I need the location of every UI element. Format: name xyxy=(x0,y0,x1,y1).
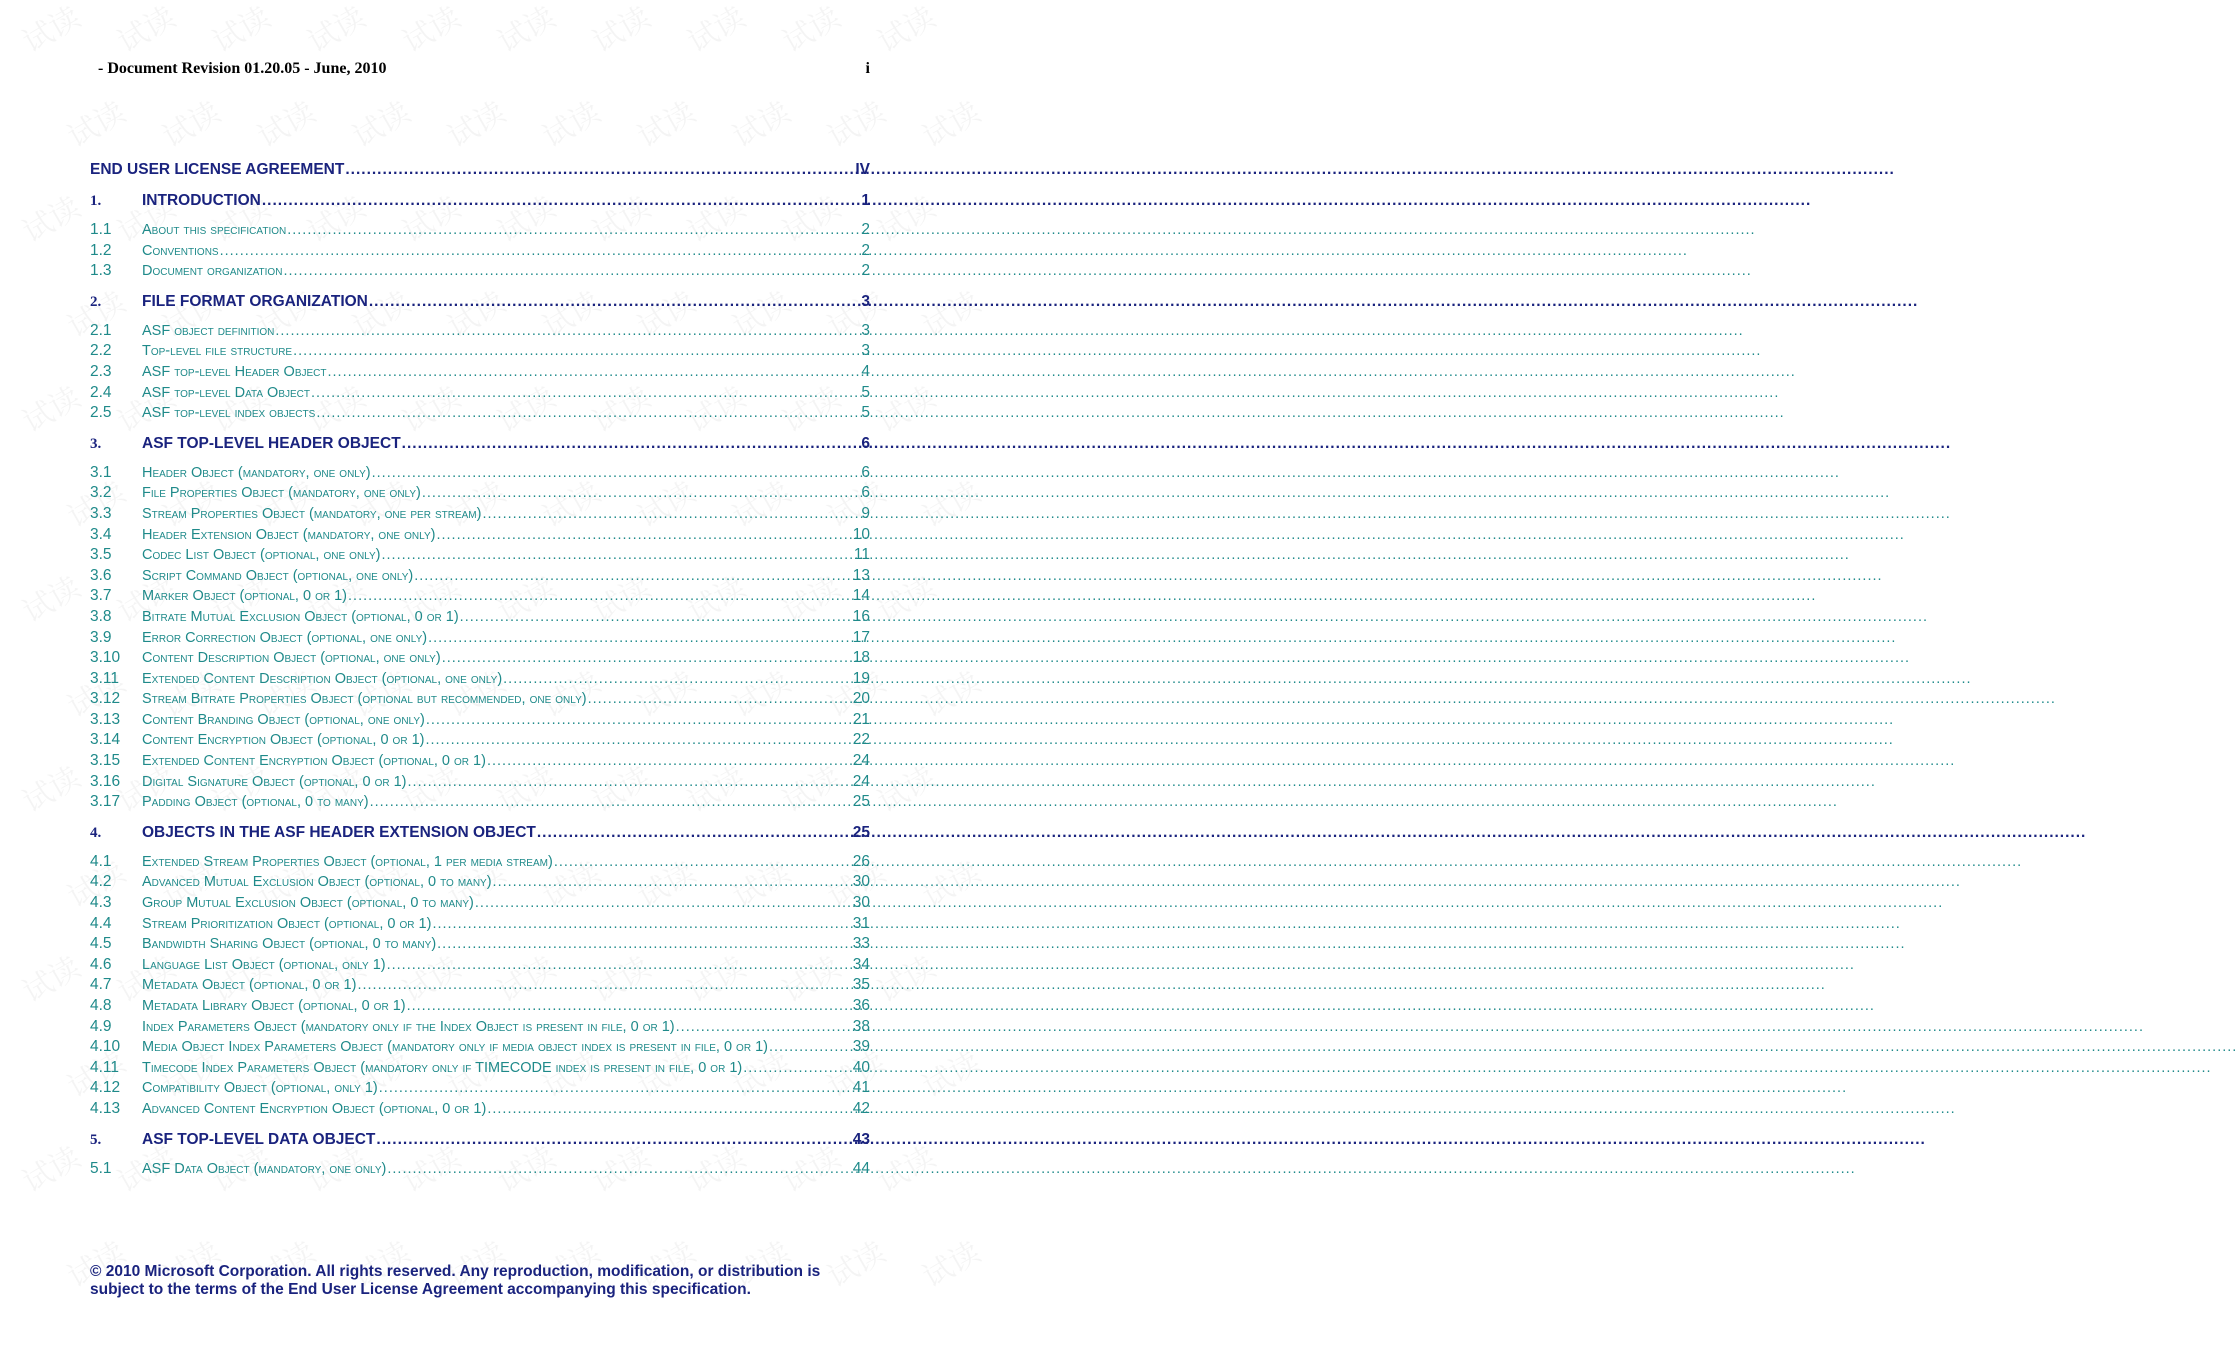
toc-entry-title[interactable]: FILE FORMAT ORGANIZATION xyxy=(142,292,368,310)
toc-entry[interactable] xyxy=(90,872,870,893)
toc-entry-number: 1.1 xyxy=(90,221,112,238)
toc-entry[interactable] xyxy=(90,483,870,504)
toc-entry[interactable] xyxy=(90,261,870,282)
watermark-text xyxy=(108,0,182,61)
dot-leader xyxy=(370,792,852,813)
watermark-text xyxy=(153,88,227,156)
toc-entry-number: 3.17 xyxy=(90,793,121,811)
toc-entry[interactable] xyxy=(90,975,870,996)
toc-entry-page[interactable]: 40 xyxy=(852,1058,870,1076)
toc-entry-page[interactable]: 34 xyxy=(852,955,870,973)
toc-entry-page[interactable]: 16 xyxy=(852,607,870,625)
toc-entry-number: 4.13 xyxy=(90,1099,121,1117)
dot-leader xyxy=(743,1058,852,1079)
toc-entry-number: 3. xyxy=(90,435,102,452)
watermark-text xyxy=(723,88,797,156)
dot-leader xyxy=(460,607,852,628)
toc-entry[interactable] xyxy=(90,1037,870,1058)
toc-entry-title[interactable]: Advanced Mutual Exclusion Object (optional, 0 to many) xyxy=(142,874,492,891)
toc-entry[interactable] xyxy=(90,689,870,710)
watermark-text xyxy=(13,183,87,251)
toc-entry-page[interactable]: 30 xyxy=(852,894,870,912)
dot-leader xyxy=(402,432,861,455)
toc-entry[interactable] xyxy=(90,241,870,262)
watermark-text xyxy=(438,88,512,156)
watermark-text xyxy=(343,88,417,156)
toc-heading-entry[interactable] xyxy=(90,290,870,313)
toc-entry-number: 3.16 xyxy=(90,772,121,790)
toc-entry[interactable] xyxy=(90,341,870,362)
toc-entry-title[interactable]: Document organization xyxy=(142,263,283,280)
dot-leader xyxy=(475,893,852,914)
toc-entry-number: 2.1 xyxy=(90,321,112,339)
toc-entry-title[interactable]: Compatibility Object (optional, only 1) xyxy=(142,1080,378,1097)
toc-entry-title[interactable]: Stream Bitrate Properties Object (optional but recommended, one only) xyxy=(142,691,587,708)
dot-leader xyxy=(588,689,852,710)
toc-entry-number: 3.9 xyxy=(90,628,112,646)
dot-leader xyxy=(387,1159,851,1180)
toc-entry[interactable] xyxy=(90,504,870,525)
page-number: i xyxy=(865,60,870,77)
toc-entry-page[interactable]: 11 xyxy=(853,546,870,564)
toc-entry[interactable] xyxy=(90,852,870,873)
toc-entry-title[interactable]: Header Extension Object (mandatory, one only) xyxy=(142,526,436,543)
toc-entry-page[interactable]: 38 xyxy=(852,1017,870,1035)
toc-entry-title[interactable]: Media Object Index Parameters Object (mandatory only if media object index is present in file, 0 or 1) xyxy=(142,1039,768,1056)
toc-entry-title[interactable]: ASF top-level index objects xyxy=(142,405,316,422)
toc-entry-number: 2.5 xyxy=(90,404,112,422)
toc-entry-page[interactable]: 33 xyxy=(852,935,870,953)
dot-leader xyxy=(437,934,852,955)
watermark-text xyxy=(13,0,87,61)
toc-entry-number: 1. xyxy=(90,193,102,209)
toc-entry-page[interactable]: 6 xyxy=(861,463,870,481)
toc-entry[interactable] xyxy=(90,403,870,424)
toc-entry-number: 4.10 xyxy=(90,1038,121,1056)
dot-leader xyxy=(311,383,860,404)
toc-entry-page[interactable]: 44 xyxy=(852,1159,870,1177)
toc-entry-title[interactable]: Metadata Object (optional, 0 or 1) xyxy=(142,977,357,994)
watermark-text xyxy=(393,0,467,61)
toc-entry-page[interactable]: 24 xyxy=(852,772,870,790)
dot-leader xyxy=(428,628,852,649)
toc-entry-title[interactable]: Header Object (mandatory, one only) xyxy=(142,464,371,481)
toc-entry-number: 4.12 xyxy=(90,1079,121,1097)
toc-entry-title[interactable]: Error Correction Object (optional, one only) xyxy=(142,629,428,646)
toc-entry-page[interactable]: 39 xyxy=(852,1038,870,1056)
toc-entry-number: 4.5 xyxy=(90,935,112,953)
watermark-text xyxy=(58,88,132,156)
toc-entry-number: 4.3 xyxy=(90,894,112,912)
watermark-text xyxy=(773,0,847,61)
toc-entry-title[interactable]: Group Mutual Exclusion Object (optional, 0 to many) xyxy=(142,895,474,912)
dot-leader xyxy=(376,1128,851,1151)
toc-entry-page[interactable]: 24 xyxy=(852,752,870,770)
dot-leader xyxy=(503,669,852,690)
toc-entry-page[interactable]: 5 xyxy=(861,383,870,401)
watermark-text xyxy=(628,88,702,156)
toc-entry-page[interactable]: 3 xyxy=(861,342,870,360)
toc-entry-number: 1.2 xyxy=(90,241,112,259)
watermark-text xyxy=(13,753,87,821)
toc-entry-page[interactable]: 2 xyxy=(861,221,870,238)
toc-entry-page[interactable]: 36 xyxy=(852,997,870,1014)
toc-entry-page[interactable]: IV xyxy=(855,161,870,178)
dot-leader xyxy=(426,710,852,731)
dot-leader xyxy=(262,189,861,212)
toc-entry-number: 2.3 xyxy=(90,362,112,380)
toc-entry-page[interactable]: 6 xyxy=(861,484,870,502)
toc-entry-page[interactable]: 5 xyxy=(861,404,870,422)
toc-entry-title[interactable]: ASF top-level Data Object xyxy=(142,384,311,401)
dot-leader xyxy=(287,220,860,241)
dot-leader xyxy=(357,975,851,996)
dot-leader xyxy=(328,362,861,383)
toc-entry-number: 4.6 xyxy=(90,955,112,973)
toc-entry-page[interactable]: 13 xyxy=(852,566,870,584)
toc-entry-title[interactable]: Marker Object (optional, 0 or 1) xyxy=(142,588,348,605)
toc-entry[interactable] xyxy=(90,321,870,342)
dot-leader xyxy=(220,241,861,262)
toc-entry-number: 3.1 xyxy=(90,463,112,481)
toc-entry[interactable] xyxy=(90,586,870,607)
toc-entry[interactable] xyxy=(90,362,870,383)
toc-entry-number: 3.11 xyxy=(90,669,120,687)
toc-entry-page[interactable]: 10 xyxy=(852,525,870,543)
toc-entry-title[interactable]: Bitrate Mutual Exclusion Object (optional, 0 or 1) xyxy=(142,608,459,625)
toc-entry[interactable] xyxy=(90,934,870,955)
toc-entry-page[interactable]: 30 xyxy=(852,873,870,891)
toc-entry-title[interactable]: ASF TOP-LEVEL DATA OBJECT xyxy=(142,1130,376,1148)
toc-entry-number: 2. xyxy=(90,293,102,310)
toc-entry-title[interactable]: Extended Content Encryption Object (optional, 0 or 1) xyxy=(142,753,486,770)
toc-entry[interactable] xyxy=(90,628,870,649)
toc-entry-title[interactable]: Content Description Object (optional, one only) xyxy=(142,650,441,667)
toc-entry[interactable] xyxy=(90,710,870,731)
watermark-text xyxy=(678,0,752,61)
dot-leader xyxy=(487,1099,851,1120)
watermark-text xyxy=(13,1133,87,1201)
dot-leader xyxy=(275,321,860,342)
toc-entry-title[interactable]: Language List Object (optional, only 1) xyxy=(142,956,386,973)
toc-entry-title[interactable]: ASF Data Object (mandatory, one only) xyxy=(142,1160,387,1177)
toc-entry-title[interactable]: Extended Stream Properties Object (optional, 1 per media stream) xyxy=(142,853,553,870)
toc-entry[interactable] xyxy=(90,914,870,935)
toc-entry-number: 3.14 xyxy=(90,731,121,749)
toc-entry-number: 4.7 xyxy=(90,976,112,994)
dot-leader xyxy=(369,290,861,313)
copyright-footer: © 2010 Microsoft Corporation. All rights reserved. Any reproduction, modification, or distribution is subject to the terms of the End User License Agreement accompanying this specification. xyxy=(90,1263,821,1298)
toc-entry-page[interactable]: 25 xyxy=(852,793,870,811)
toc-entry-page[interactable]: 20 xyxy=(852,690,870,708)
toc-entry[interactable] xyxy=(90,792,870,813)
toc-entry-title[interactable]: Advanced Content Encryption Object (optional, 0 or 1) xyxy=(142,1100,487,1117)
toc-entry-page[interactable]: 43 xyxy=(852,1130,870,1148)
toc-entry-title[interactable]: OBJECTS IN THE ASF HEADER EXTENSION OBJECT xyxy=(142,823,536,841)
toc-entry-number: 4.9 xyxy=(90,1017,112,1035)
toc-entry-number: 5. xyxy=(90,1131,102,1148)
watermark-text xyxy=(13,373,87,441)
toc-entry[interactable] xyxy=(90,730,870,751)
toc-entry-page[interactable]: 1 xyxy=(861,192,870,209)
dot-leader xyxy=(293,341,860,362)
toc-entry-title[interactable]: Metadata Library Object (optional, 0 or 1) xyxy=(142,998,406,1014)
toc-entry-title[interactable]: ASF TOP-LEVEL HEADER OBJECT xyxy=(142,434,401,452)
toc-entry-page[interactable]: 3 xyxy=(861,292,870,310)
toc-entry[interactable] xyxy=(90,566,870,587)
toc-entry-title[interactable]: ASF top-level Header Object xyxy=(142,363,327,380)
toc-entry[interactable] xyxy=(90,669,870,690)
toc-entry[interactable] xyxy=(90,648,870,669)
toc-heading-entry[interactable] xyxy=(90,432,870,455)
dot-leader xyxy=(432,914,851,935)
page-header xyxy=(98,60,870,80)
toc-entry[interactable] xyxy=(90,1099,870,1120)
toc-entry-title[interactable]: File Properties Object (mandatory, one only) xyxy=(142,485,421,502)
watermark-text xyxy=(913,88,987,156)
toc-entry-title[interactable]: Conventions xyxy=(142,242,219,259)
toc-entry[interactable] xyxy=(90,220,870,241)
toc-entry[interactable] xyxy=(90,383,870,404)
toc-entry-number: 3.8 xyxy=(90,607,112,625)
dot-leader xyxy=(482,504,860,525)
toc-entry-number: 4.1 xyxy=(90,852,112,870)
toc-entry-page[interactable]: 14 xyxy=(852,587,870,605)
toc-entry[interactable] xyxy=(90,1017,870,1038)
watermark-text xyxy=(248,88,322,156)
toc-entry-number: 3.5 xyxy=(90,546,112,564)
toc-entry-title[interactable]: Extended Content Description Object (optional, one only) xyxy=(142,670,503,687)
dot-leader xyxy=(345,158,854,181)
toc-entry-title[interactable]: Padding Object (optional, 0 to many) xyxy=(142,794,369,811)
toc-entry-title[interactable]: Script Command Object (optional, one only) xyxy=(142,567,414,584)
toc-entry-page[interactable]: 17 xyxy=(852,628,870,646)
toc-entry-page[interactable]: 41 xyxy=(852,1079,870,1097)
toc-entry-page[interactable]: 3 xyxy=(861,321,870,339)
dot-leader xyxy=(537,821,852,844)
dot-leader xyxy=(407,996,852,1017)
toc-entry-number: 2.2 xyxy=(90,342,112,360)
toc-entry-number: 3.15 xyxy=(90,752,121,770)
toc-entry-title[interactable]: Content Encryption Object (optional, 0 or 1) xyxy=(142,732,425,749)
toc-entry-page[interactable]: 2 xyxy=(861,262,870,280)
toc-entry-title[interactable]: Bandwidth Sharing Object (optional, 0 to many) xyxy=(142,936,437,953)
toc-heading-entry[interactable] xyxy=(90,189,870,212)
toc-entry-number: 3.4 xyxy=(90,525,112,543)
toc-entry-title[interactable]: END USER LICENSE AGREEMENT xyxy=(90,161,345,178)
dot-leader xyxy=(382,545,853,566)
toc-entry-number: 5.1 xyxy=(90,1159,112,1177)
dot-leader xyxy=(283,261,860,282)
toc-entry-title[interactable]: Stream Prioritization Object (optional, 0 or 1) xyxy=(142,915,432,932)
toc-entry-number: 3.2 xyxy=(90,484,112,502)
dot-leader xyxy=(487,751,852,772)
toc-entry-number: 3.7 xyxy=(90,587,112,605)
toc-entry-number: 1.3 xyxy=(90,262,112,280)
watermark-text xyxy=(913,1228,987,1296)
toc-entry-number: 3.3 xyxy=(90,504,112,522)
toc-entry-title[interactable]: INTRODUCTION xyxy=(142,192,261,209)
toc-entry[interactable] xyxy=(90,1159,870,1180)
table-of-contents xyxy=(90,158,870,1179)
dot-leader xyxy=(554,852,852,873)
toc-entry-title[interactable]: Codec List Object (optional, one only) xyxy=(142,547,381,564)
toc-entry[interactable] xyxy=(90,955,870,976)
toc-entry-title[interactable]: Content Branding Object (optional, one only) xyxy=(142,711,425,728)
watermark-text xyxy=(533,88,607,156)
toc-entry-page[interactable]: 18 xyxy=(852,649,870,667)
toc-entry-number: 4. xyxy=(90,824,102,841)
toc-entry[interactable] xyxy=(90,1078,870,1099)
toc-entry-page[interactable]: 2 xyxy=(861,241,870,259)
toc-entry-title[interactable]: Index Parameters Object (mandatory only if the Index Object is present in file, 0 or 1) xyxy=(142,1018,675,1035)
dot-leader xyxy=(316,403,860,424)
toc-entry-number: 3.12 xyxy=(90,690,121,708)
toc-entry-number: 4.2 xyxy=(90,873,112,891)
toc-entry-page[interactable]: 35 xyxy=(852,976,870,994)
toc-entry[interactable] xyxy=(90,463,870,484)
toc-entry-page[interactable]: 21 xyxy=(852,710,870,728)
toc-entry-title[interactable]: About this specification xyxy=(142,222,287,238)
toc-entry-number: 3.13 xyxy=(90,710,121,728)
dot-leader xyxy=(348,586,852,607)
toc-entry-number: 4.11 xyxy=(90,1058,120,1076)
toc-entry-number: 3.6 xyxy=(90,566,112,584)
toc-entry-number: 3.10 xyxy=(90,649,121,667)
toc-entry[interactable] xyxy=(90,607,870,628)
dot-leader xyxy=(387,955,852,976)
toc-entry-title[interactable]: ASF object definition xyxy=(142,322,275,339)
dot-leader xyxy=(425,730,851,751)
toc-entry-title[interactable]: Stream Properties Object (mandatory, one per stream) xyxy=(142,505,482,522)
watermark-text xyxy=(868,0,942,61)
watermark-text xyxy=(203,0,277,61)
dot-leader xyxy=(408,772,852,793)
toc-entry-number: 4.8 xyxy=(90,997,112,1014)
dot-leader xyxy=(769,1037,852,1058)
toc-entry-page[interactable]: 22 xyxy=(852,731,870,749)
toc-entry-page[interactable]: 26 xyxy=(852,852,870,870)
dot-leader xyxy=(436,525,851,546)
watermark-text xyxy=(298,0,372,61)
toc-entry-page[interactable]: 42 xyxy=(852,1099,870,1117)
watermark-text xyxy=(13,563,87,631)
toc-entry[interactable] xyxy=(90,751,870,772)
watermark-text xyxy=(583,0,657,61)
dot-leader xyxy=(676,1017,852,1038)
toc-entry[interactable] xyxy=(90,772,870,793)
toc-entry[interactable] xyxy=(90,525,870,546)
toc-heading-entry[interactable] xyxy=(90,158,870,181)
watermark-text xyxy=(488,0,562,61)
toc-heading-entry[interactable] xyxy=(90,821,870,844)
toc-entry-page[interactable]: 6 xyxy=(861,434,870,452)
dot-leader xyxy=(379,1078,852,1099)
toc-heading-entry[interactable] xyxy=(90,1128,870,1151)
toc-entry-page[interactable]: 31 xyxy=(852,914,870,932)
toc-entry-page[interactable]: 25 xyxy=(852,823,870,841)
dot-leader xyxy=(414,566,852,587)
toc-entry-title[interactable]: Digital Signature Object (optional, 0 or 1) xyxy=(142,773,407,790)
toc-entry[interactable] xyxy=(90,545,870,566)
dot-leader xyxy=(422,483,861,504)
dot-leader xyxy=(442,648,852,669)
watermark-text xyxy=(13,943,87,1011)
dot-leader xyxy=(493,872,852,893)
toc-entry-page[interactable]: 9 xyxy=(861,504,870,522)
toc-entry-page[interactable]: 19 xyxy=(852,669,870,687)
toc-entry-number: 2.4 xyxy=(90,383,112,401)
toc-entry-number: 4.4 xyxy=(90,914,112,932)
toc-entry[interactable] xyxy=(90,893,870,914)
toc-entry[interactable] xyxy=(90,1058,870,1079)
toc-entry-title[interactable]: Timecode Index Parameters Object (mandatory only if TIMECODE index is present in file, 0 or 1) xyxy=(142,1059,743,1076)
toc-entry[interactable] xyxy=(90,996,870,1017)
toc-entry-title[interactable]: Top-level file structure xyxy=(142,343,293,360)
toc-entry-page[interactable]: 4 xyxy=(861,362,870,380)
watermark-text xyxy=(818,88,892,156)
dot-leader xyxy=(372,463,861,484)
document-revision: - Document Revision 01.20.05 - June, 2010 xyxy=(98,60,387,77)
